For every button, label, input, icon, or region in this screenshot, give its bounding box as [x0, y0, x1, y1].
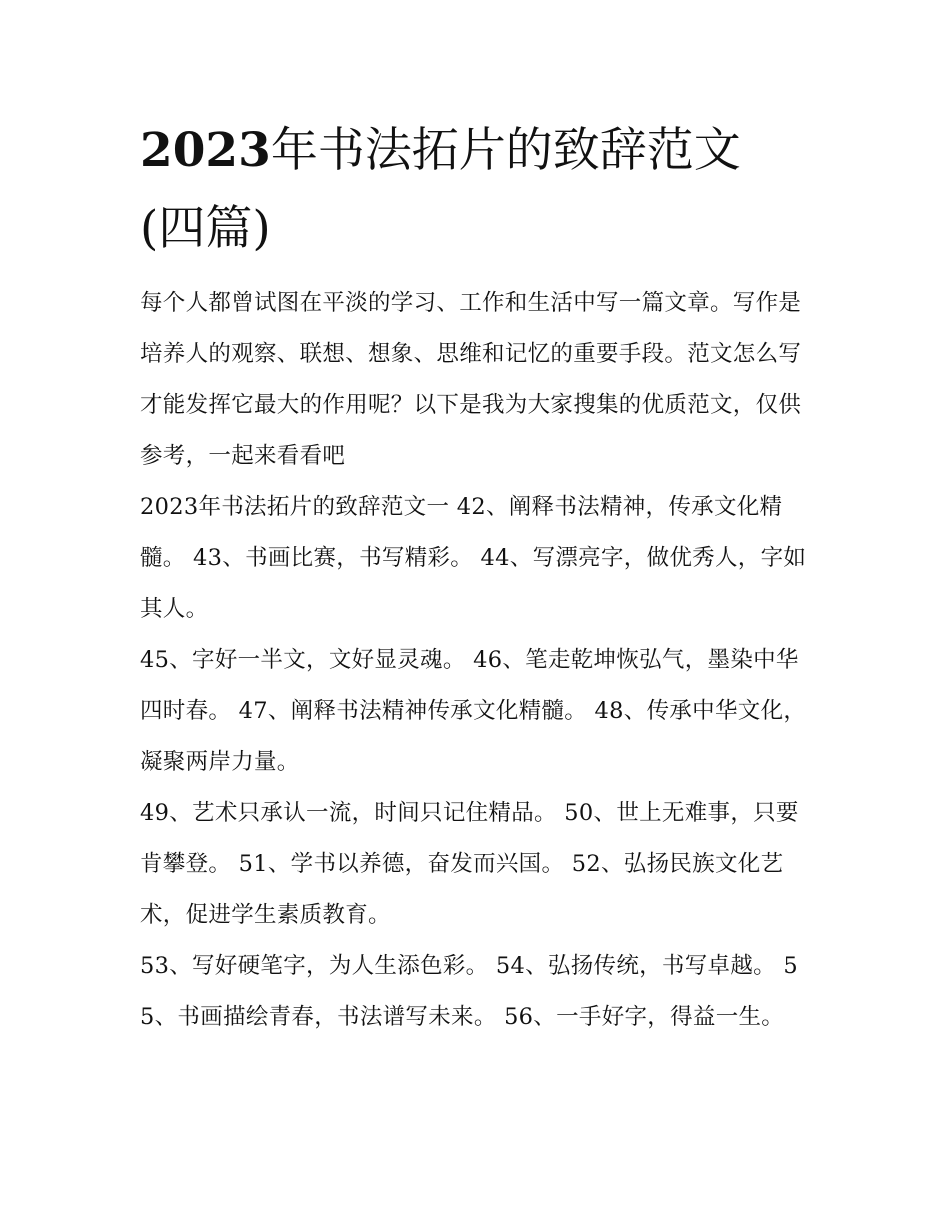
intro-paragraph: 每个人都曾试图在平淡的学习、工作和生活中写一篇文章。写作是培养人的观察、联想、想象、思维和记忆的重要手段。范文怎么写才能发挥它最大的作用呢？以下是我为大家搜集的优质范文，仅供参考，一起来看看吧 [140, 290, 802, 469]
title-text: 年书法拓片的致辞范文 [270, 123, 741, 178]
body-paragraph: 2023年书法拓片的致辞范文一 42、阐释书法精神，传承文化精髓。 43、书画比赛，书写精彩。 44、写漂亮字，做优秀人，字如其人。 [140, 494, 807, 622]
body-paragraph: 49、艺术只承认一流，时间只记住精品。 50、世上无难事，只要肯攀登。 51、学书以养德，奋发而兴国。 52、弘扬民族文化艺术，促进学生素质教育。 [140, 800, 799, 928]
title-subtitle: (四篇) [140, 201, 271, 256]
document-page [140, 112, 820, 1043]
body-paragraph: 53、写好硬笔字，为人生添色彩。 54、弘扬传统，书写卓越。 55、书画描绘青春，书法谱写未来。 56、一手好字，得益一生。 [140, 953, 798, 1030]
title-year: 2023 [140, 123, 271, 178]
body-paragraph: 45、字好一半文，文好显灵魂。 46、笔走乾坤恢弘气，墨染中华四时春。 47、阐释书法精神传承文化精髓。 48、传承中华文化，凝聚两岸力量。 [140, 647, 807, 775]
document-title [140, 112, 820, 268]
